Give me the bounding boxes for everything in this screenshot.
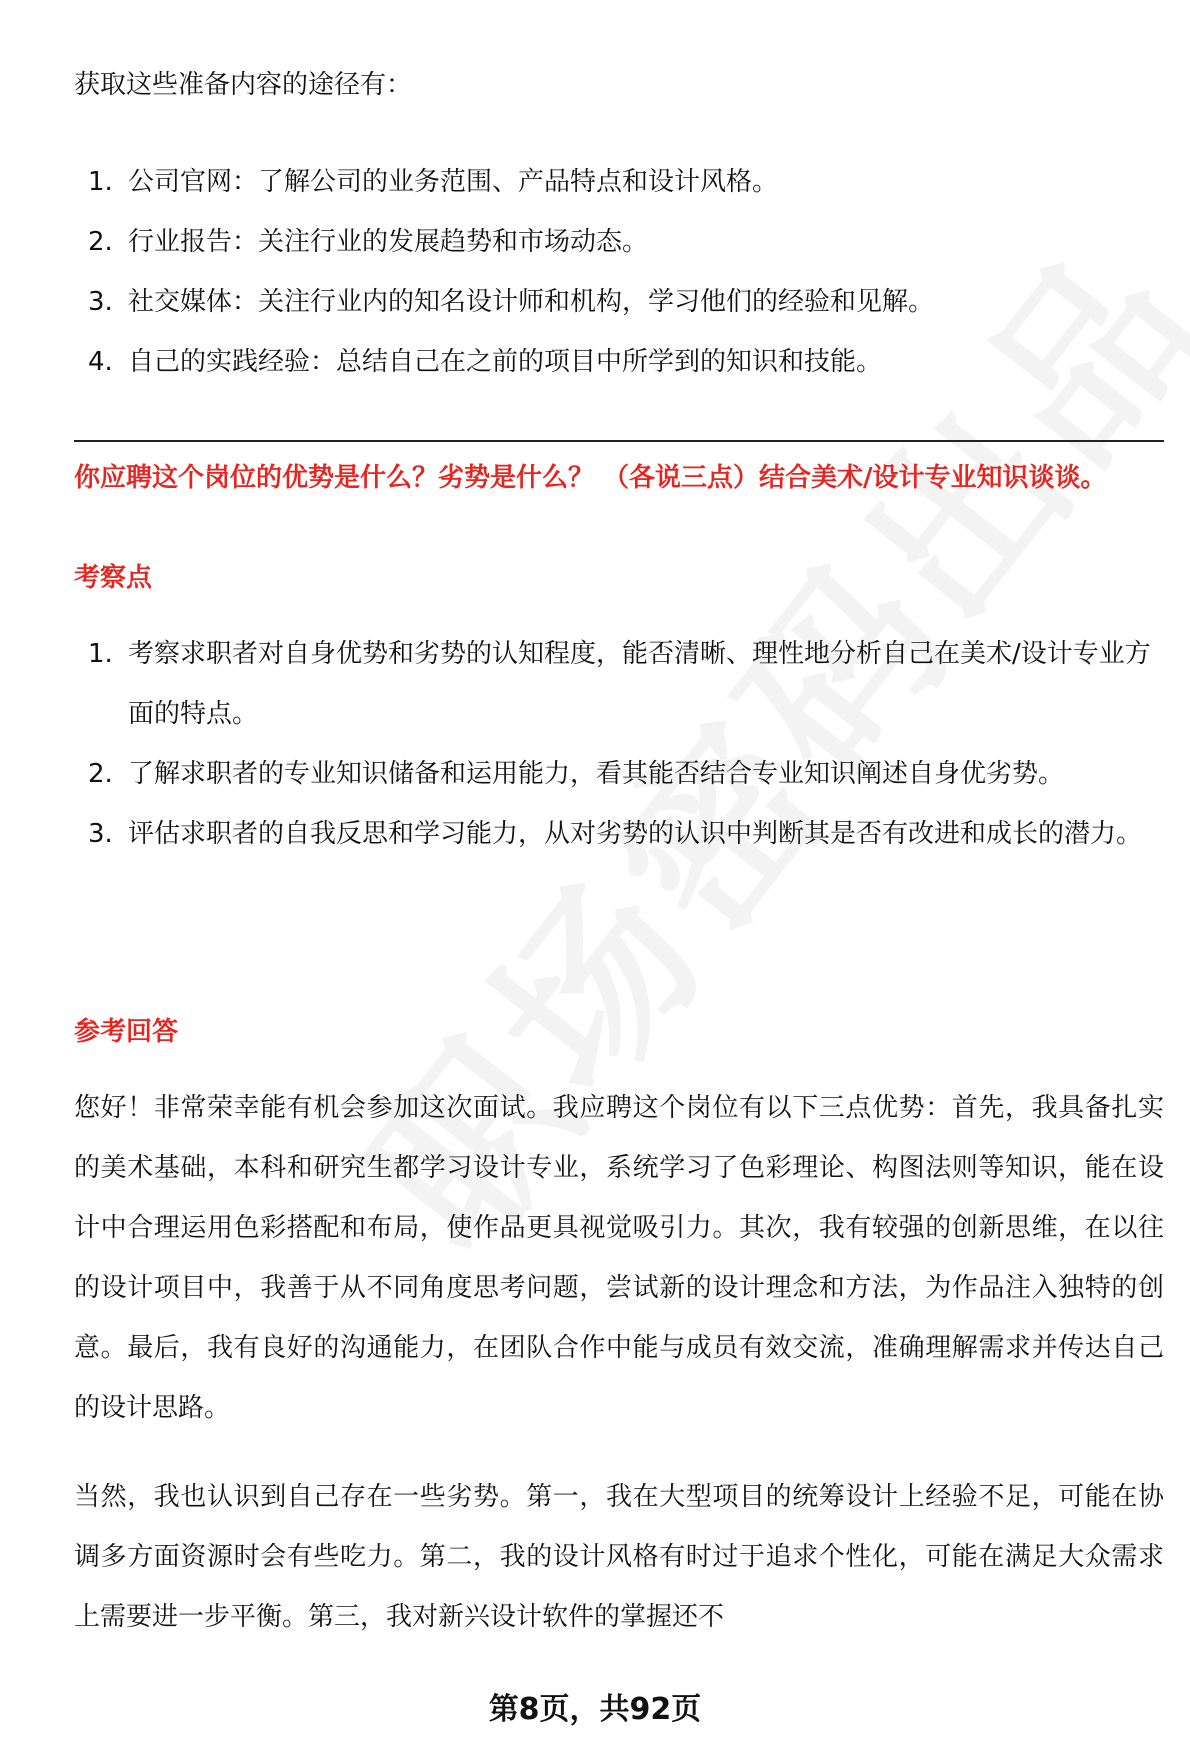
list-item — [88, 744, 1164, 804]
list-text: 评估求职者的自我反思和学习能力，从对劣势的认识中判断其是否有改进和成长的潜力。 — [128, 819, 1143, 849]
points-list — [88, 624, 1164, 864]
question-heading: 你应聘这个岗位的优势是什么？劣势是什么？ （各说三点）结合美术/设计专业知识谈谈。 — [74, 463, 1107, 493]
list-number: 4. — [88, 347, 113, 377]
ways-list — [88, 152, 1158, 392]
list-number: 2. — [88, 227, 113, 257]
list-number: 1. — [88, 167, 113, 197]
list-number: 3. — [88, 819, 113, 849]
list-item — [88, 804, 1164, 864]
list-text: 公司官网：了解公司的业务范围、产品特点和设计风格。 — [128, 167, 779, 197]
answer-paragraph: 您好！非常荣幸能有机会参加这次面试。我应聘这个岗位有以下三点优势：首先，我具备扎实的美术基础，本科和研究生都学习设计专业，系统学习了色彩理论、构图法则等知识，能在设计中合理运用色彩搭配和布局，使作品更具视觉吸引力。其次，我有较强的创新思维，在以往的设计项目中，我善于从不同角度思考问题，尝试新的设计理念和方法，为作品注入独特的创意。最后，我有良好的沟通能力，在团队合作中能与成员有效交流，准确理解需求并传达自己的设计思路。 — [74, 1093, 1164, 1423]
section-divider — [74, 440, 1164, 442]
section-title-answer: 参考回答 — [74, 1017, 179, 1047]
list-number: 1. — [88, 639, 113, 669]
list-text: 社交媒体：关注行业内的知名设计师和机构，学习他们的经验和见解。 — [128, 287, 935, 317]
list-item — [88, 332, 1158, 392]
list-item — [88, 212, 1158, 272]
list-text: 考察求职者对自身优势和劣势的认知程度，能否清晰、理性地分析自己在美术/设计专业方面的特点。 — [128, 639, 1151, 729]
page-number: 第8页，共92页 — [488, 1692, 702, 1727]
answer-paragraph: 当然，我也认识到自己存在一些劣势。第一，我在大型项目的统筹设计上经验不足，可能在协调多方面资源时会有些吃力。第二，我的设计风格有时过于追求个性化，可能在满足大众需求上需要进一步平衡。第三，我对新兴设计软件的掌握还不 — [74, 1482, 1164, 1632]
section-title-points: 考察点 — [74, 563, 153, 593]
list-number: 2. — [88, 759, 113, 789]
list-text: 了解求职者的专业知识储备和运用能力，看其能否结合专业知识阐述自身优劣势。 — [128, 759, 1065, 789]
list-item — [88, 624, 1164, 744]
intro-text: 获取这些准备内容的途径有： — [74, 70, 413, 100]
list-item — [88, 152, 1158, 212]
list-text: 自己的实践经验：总结自己在之前的项目中所学到的知识和技能。 — [128, 347, 883, 377]
list-item — [88, 272, 1158, 332]
list-text: 行业报告：关注行业的发展趋势和市场动态。 — [128, 227, 649, 257]
list-number: 3. — [88, 287, 113, 317]
